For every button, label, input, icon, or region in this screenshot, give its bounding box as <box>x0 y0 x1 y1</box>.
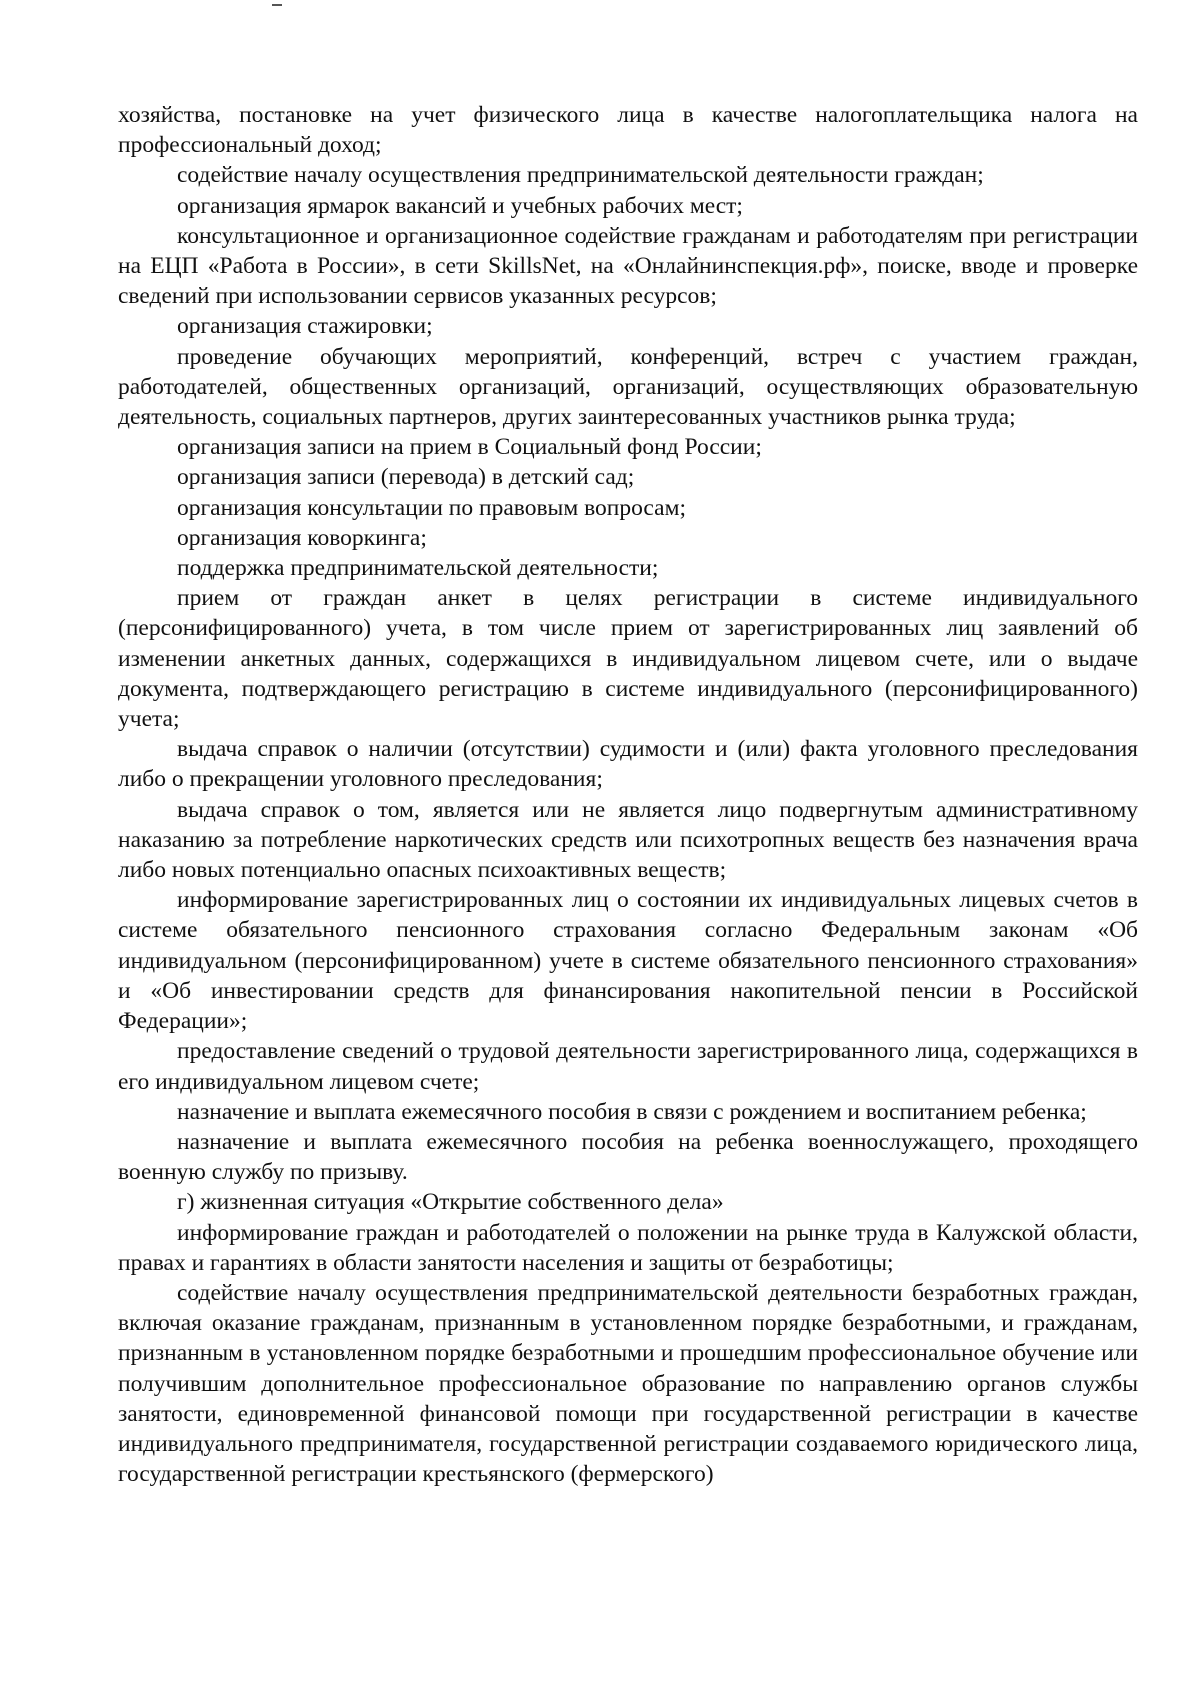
paragraph-14: выдача справок о том, является или не является лицо подвергнутым административному наказанию за потребление наркотических средств или психотропных веществ без назначения врача либо новых потенциально опасных психоактивных веществ; <box>118 796 1138 884</box>
paragraph-18: назначение и выплата ежемесячного пособия на ребенка военнослужащего, проходящего военную службу по призыву. <box>118 1128 1138 1186</box>
document-page <box>118 100 1138 1489</box>
paragraph-4: консультационное и организационное содействие гражданам и работодателям при регистрации на ЕЦП «Работа в России», в сети SkillsNet, на «Онлайнинспекция.рф», поиске, вводе и проверке сведений при использовании сервисов указанных ресурсов; <box>118 222 1138 310</box>
paragraph-5: организация стажировки; <box>177 313 433 340</box>
paragraph-10: организация коворкинга; <box>177 524 427 551</box>
paragraph-6: проведение обучающих мероприятий, конференций, встреч с участием граждан, работодателей, общественных организаций, организаций, осуществляющих образовательную деятельность, социальных партнеров, других заинтересованных участников рынка труда; <box>118 343 1138 431</box>
paragraph-21: содействие началу осуществления предпринимательской деятельности безработных граждан, включая оказание гражданам, признанным в установленном порядке безработными, и гражданам, признанным в установленном порядке безработными и прошедшим профессиональное обучение или получившим дополнительное профессиональное образование по направлению органов службы занятости, единовременной финансовой помощи при государственной регистрации в качестве индивидуального предпринимателя, государственной регистрации создаваемого юридического лица, государственной регистрации крестьянского (фермерского) <box>118 1279 1138 1488</box>
paragraph-2: содействие началу осуществления предпринимательской деятельности граждан; <box>177 162 984 189</box>
paragraph-9: организация консультации по правовым вопросам; <box>177 494 686 521</box>
scan-mark <box>272 0 282 6</box>
paragraph-8: организация записи (перевода) в детский сад; <box>177 464 635 491</box>
paragraph-16: предоставление сведений о трудовой деятельности зарегистрированного лица, содержащихся в его индивидуальном лицевом счете; <box>118 1038 1138 1095</box>
paragraph-3: организация ярмарок вакансий и учебных рабочих мест; <box>177 192 743 219</box>
paragraph-20: информирование граждан и работодателей о положении на рынке труда в Калужской области, правах и гарантиях в области занятости населения и защиты от безработицы; <box>118 1219 1138 1276</box>
section-heading-g: г) жизненная ситуация «Открытие собственного дела» <box>177 1189 724 1216</box>
paragraph-7: организация записи на прием в Социальный фонд России; <box>177 434 762 461</box>
paragraph-11: поддержка предпринимательской деятельности; <box>177 555 659 582</box>
paragraph-15: информирование зарегистрированных лиц о состоянии их индивидуальных лицевых счетов в системе обязательного пенсионного страхования согласно Федеральным законам «Об индивидуальном (персонифицированном) учете в системе обязательного пенсионного страхования» и «Об инвестировании средств для финансирования накопительной пенсии в Российской Федерации»; <box>118 887 1138 1035</box>
paragraph-13: выдача справок о наличии (отсутствии) судимости и (или) факта уголовного преследования либо о прекращении уголовного преследования; <box>118 736 1138 793</box>
paragraph-17: назначение и выплата ежемесячного пособия в связи с рождением и воспитанием ребенка; <box>177 1098 1087 1125</box>
paragraph-12: прием от граждан анкет в целях регистрации в системе индивидуального (персонифицированного) учета, в том числе прием от зарегистрированных лиц заявлений об изменении анкетных данных, содержащихся в индивидуальном лицевом счете, или о выдаче документа, подтверждающего регистрацию в системе индивидуального (персонифицированного) учета; <box>118 585 1138 733</box>
paragraph-1: хозяйства, постановке на учет физического лица в качестве налогоплательщика налога на профессиональный доход; <box>118 102 1138 159</box>
